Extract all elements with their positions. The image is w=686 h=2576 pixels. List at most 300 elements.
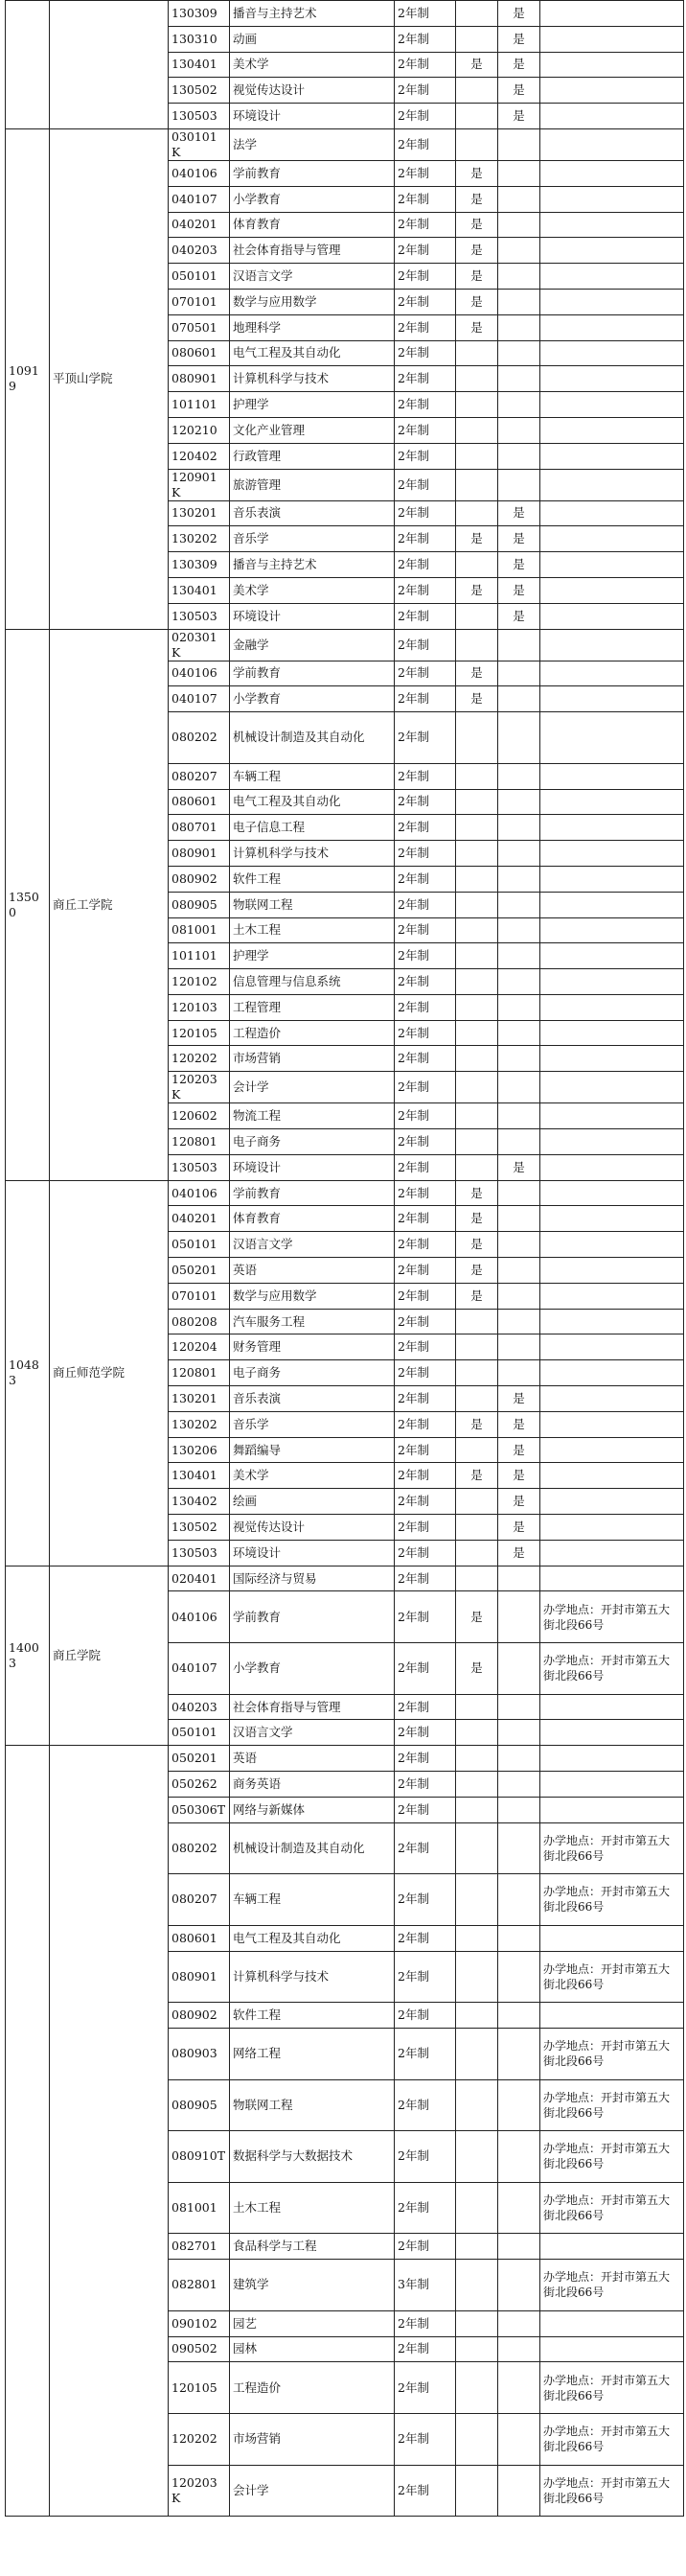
major-code-cell: 040106 <box>169 1180 230 1206</box>
major-name-cell: 工程管理 <box>230 994 395 1020</box>
note-cell <box>540 686 684 712</box>
duration-cell: 2年制 <box>395 1129 456 1155</box>
major-code-cell: 030101K <box>169 128 230 160</box>
note-cell: 办学地点：开封市第五大街北段66号 <box>540 2028 684 2079</box>
school-name-cell <box>50 1 169 129</box>
flag2-cell <box>498 1283 540 1309</box>
duration-cell: 2年制 <box>395 1154 456 1180</box>
major-name-cell: 英语 <box>230 1746 395 1772</box>
duration-cell: 2年制 <box>395 969 456 995</box>
flag1-cell <box>456 128 498 160</box>
flag2-cell <box>498 1591 540 1643</box>
flag2-cell <box>498 994 540 1020</box>
major-name-cell: 播音与主持艺术 <box>230 1 395 27</box>
flag1-cell <box>456 1772 498 1798</box>
flag1-cell <box>456 26 498 52</box>
major-name-cell: 体育教育 <box>230 212 395 238</box>
school-name-cell: 商丘学院 <box>50 1566 169 1746</box>
note-cell <box>540 1360 684 1386</box>
major-name-cell: 信息管理与信息系统 <box>230 969 395 995</box>
flag2-cell <box>498 128 540 160</box>
flag1-cell: 是 <box>456 1206 498 1232</box>
flag2-cell: 是 <box>498 603 540 629</box>
flag1-cell <box>456 2362 498 2414</box>
major-code-cell: 130201 <box>169 1386 230 1412</box>
table-body <box>6 1 684 2517</box>
major-name-cell: 学前教育 <box>230 1591 395 1643</box>
duration-cell: 2年制 <box>395 238 456 264</box>
flag1-cell: 是 <box>456 264 498 290</box>
note-cell: 办学地点：开封市第五大街北段66号 <box>540 2182 684 2234</box>
table-row <box>6 1566 684 1591</box>
duration-cell: 2年制 <box>395 994 456 1020</box>
flag1-cell: 是 <box>456 212 498 238</box>
flag2-cell <box>498 2182 540 2234</box>
flag1-cell <box>456 1437 498 1463</box>
flag1-cell <box>456 1720 498 1746</box>
note-cell <box>540 1258 684 1284</box>
major-code-cell: 050101 <box>169 264 230 290</box>
table-row <box>6 1746 684 1772</box>
major-name-cell: 机械设计制造及其自动化 <box>230 1822 395 1874</box>
flag2-cell <box>498 1746 540 1772</box>
flag2-cell <box>498 1925 540 1951</box>
major-code-cell: 120202 <box>169 1046 230 1072</box>
flag1-cell: 是 <box>456 1258 498 1284</box>
duration-cell: 2年制 <box>395 2131 456 2183</box>
duration-cell: 2年制 <box>395 2362 456 2414</box>
major-code-cell: 080207 <box>169 763 230 789</box>
major-code-cell: 040201 <box>169 1206 230 1232</box>
major-name-cell: 软件工程 <box>230 866 395 892</box>
flag1-cell: 是 <box>456 1180 498 1206</box>
note-cell <box>540 1206 684 1232</box>
note-cell: 办学地点：开封市第五大街北段66号 <box>540 1822 684 1874</box>
duration-cell: 2年制 <box>395 1258 456 1284</box>
note-cell <box>540 2003 684 2029</box>
flag2-cell <box>498 2310 540 2336</box>
note-cell <box>540 500 684 526</box>
flag2-cell <box>498 686 540 712</box>
flag2-cell: 是 <box>498 526 540 552</box>
flag1-cell <box>456 2234 498 2260</box>
note-cell <box>540 1283 684 1309</box>
flag1-cell <box>456 417 498 443</box>
major-code-cell: 130401 <box>169 52 230 78</box>
duration-cell: 2年制 <box>395 1746 456 1772</box>
flag1-cell: 是 <box>456 314 498 340</box>
flag1-cell <box>456 1489 498 1515</box>
major-name-cell: 计算机科学与技术 <box>230 841 395 867</box>
flag1-cell: 是 <box>456 1463 498 1489</box>
note-cell <box>540 789 684 815</box>
flag1-cell <box>456 2028 498 2079</box>
major-code-cell: 050201 <box>169 1258 230 1284</box>
note-cell <box>540 1489 684 1515</box>
flag2-cell <box>498 392 540 418</box>
note-cell <box>540 1411 684 1437</box>
flag2-cell: 是 <box>498 1540 540 1566</box>
flag1-cell <box>456 1874 498 1926</box>
flag1-cell <box>456 78 498 104</box>
flag2-cell <box>498 841 540 867</box>
note-cell <box>540 160 684 186</box>
duration-cell: 3年制 <box>395 2260 456 2311</box>
duration-cell: 2年制 <box>395 1822 456 1874</box>
duration-cell: 2年制 <box>395 1643 456 1695</box>
major-name-cell: 美术学 <box>230 1463 395 1489</box>
note-cell <box>540 1309 684 1334</box>
flag2-cell: 是 <box>498 1437 540 1463</box>
flag1-cell <box>456 1020 498 1046</box>
major-name-cell: 电气工程及其自动化 <box>230 1925 395 1951</box>
flag2-cell <box>498 314 540 340</box>
major-code-cell: 130402 <box>169 1489 230 1515</box>
major-code-cell: 040106 <box>169 1591 230 1643</box>
table-row <box>6 1180 684 1206</box>
flag2-cell <box>498 1232 540 1258</box>
duration-cell: 2年制 <box>395 1772 456 1798</box>
duration-cell: 2年制 <box>395 264 456 290</box>
flag1-cell <box>456 763 498 789</box>
duration-cell: 2年制 <box>395 2413 456 2465</box>
major-code-cell: 080202 <box>169 712 230 764</box>
flag1-cell <box>456 1822 498 1874</box>
flag1-cell: 是 <box>456 1232 498 1258</box>
major-name-cell: 行政管理 <box>230 443 395 469</box>
major-name-cell: 国际经济与贸易 <box>230 1566 395 1591</box>
flag2-cell <box>498 815 540 841</box>
duration-cell: 2年制 <box>395 1951 456 2003</box>
flag2-cell <box>498 763 540 789</box>
flag2-cell <box>498 2336 540 2362</box>
major-code-cell: 130201 <box>169 500 230 526</box>
major-code-cell: 080208 <box>169 1309 230 1334</box>
major-code-cell: 040107 <box>169 686 230 712</box>
duration-cell: 2年制 <box>395 1 456 27</box>
note-cell <box>540 1020 684 1046</box>
duration-cell: 2年制 <box>395 1566 456 1591</box>
major-code-cell: 020301K <box>169 629 230 661</box>
note-cell <box>540 1925 684 1951</box>
duration-cell: 2年制 <box>395 1206 456 1232</box>
flag1-cell <box>456 1046 498 1072</box>
major-code-cell: 080601 <box>169 1925 230 1951</box>
duration-cell: 2年制 <box>395 892 456 917</box>
major-name-cell: 学前教育 <box>230 1180 395 1206</box>
duration-cell: 2年制 <box>395 1437 456 1463</box>
note-cell <box>540 1232 684 1258</box>
flag1-cell <box>456 1566 498 1591</box>
note-cell <box>540 1720 684 1746</box>
flag2-cell: 是 <box>498 577 540 603</box>
major-name-cell: 物流工程 <box>230 1103 395 1129</box>
flag1-cell <box>456 2260 498 2311</box>
major-code-cell: 130503 <box>169 603 230 629</box>
major-name-cell: 计算机科学与技术 <box>230 1951 395 2003</box>
flag1-cell <box>456 917 498 943</box>
flag2-cell <box>498 1951 540 2003</box>
flag2-cell <box>498 1643 540 1695</box>
flag2-cell: 是 <box>498 1154 540 1180</box>
duration-cell: 2年制 <box>395 943 456 969</box>
flag1-cell: 是 <box>456 526 498 552</box>
major-code-cell: 070501 <box>169 314 230 340</box>
note-cell <box>540 104 684 129</box>
flag1-cell <box>456 2182 498 2234</box>
major-code-cell: 070101 <box>169 289 230 314</box>
major-name-cell: 视觉传达设计 <box>230 1515 395 1541</box>
major-name-cell: 网络与新媒体 <box>230 1797 395 1822</box>
duration-cell: 2年制 <box>395 603 456 629</box>
flag2-cell <box>498 866 540 892</box>
flag1-cell <box>456 1129 498 1155</box>
flag1-cell <box>456 1334 498 1360</box>
note-cell <box>540 1386 684 1412</box>
duration-cell: 2年制 <box>395 52 456 78</box>
major-code-cell: 050101 <box>169 1232 230 1258</box>
note-cell <box>540 1694 684 1720</box>
duration-cell: 2年制 <box>395 1797 456 1822</box>
flag1-cell <box>456 2079 498 2131</box>
major-name-cell: 绘画 <box>230 1489 395 1515</box>
major-name-cell: 护理学 <box>230 392 395 418</box>
school-name-cell: 商丘师范学院 <box>50 1180 169 1566</box>
flag2-cell <box>498 1020 540 1046</box>
duration-cell: 2年制 <box>395 1283 456 1309</box>
duration-cell: 2年制 <box>395 1072 456 1103</box>
flag1-cell: 是 <box>456 1591 498 1643</box>
majors-table <box>5 0 684 2517</box>
note-cell <box>540 712 684 764</box>
note-cell: 办学地点：开封市第五大街北段66号 <box>540 1591 684 1643</box>
major-code-cell: 120203K <box>169 2465 230 2517</box>
major-name-cell: 体育教育 <box>230 1206 395 1232</box>
note-cell <box>540 2336 684 2362</box>
major-name-cell: 法学 <box>230 128 395 160</box>
flag1-cell <box>456 603 498 629</box>
flag2-cell <box>498 2413 540 2465</box>
major-name-cell: 电气工程及其自动化 <box>230 789 395 815</box>
major-name-cell: 汽车服务工程 <box>230 1309 395 1334</box>
duration-cell: 2年制 <box>395 2028 456 2079</box>
duration-cell: 2年制 <box>395 212 456 238</box>
school-name-cell: 平顶山学院 <box>50 128 169 629</box>
major-name-cell: 文化产业管理 <box>230 417 395 443</box>
note-cell <box>540 128 684 160</box>
major-code-cell: 080903 <box>169 2028 230 2079</box>
major-name-cell: 会计学 <box>230 1072 395 1103</box>
duration-cell: 2年制 <box>395 1720 456 1746</box>
duration-cell: 2年制 <box>395 1489 456 1515</box>
major-code-cell: 090502 <box>169 2336 230 2362</box>
major-code-cell: 120801 <box>169 1129 230 1155</box>
note-cell <box>540 603 684 629</box>
flag2-cell <box>498 2079 540 2131</box>
duration-cell: 2年制 <box>395 841 456 867</box>
note-cell <box>540 1103 684 1129</box>
school-name-cell <box>50 1746 169 2517</box>
note-cell <box>540 238 684 264</box>
note-cell <box>540 917 684 943</box>
major-code-cell: 130401 <box>169 1463 230 1489</box>
flag2-cell <box>498 943 540 969</box>
flag1-cell <box>456 1360 498 1386</box>
note-cell <box>540 969 684 995</box>
note-cell <box>540 289 684 314</box>
flag2-cell <box>498 2131 540 2183</box>
flag1-cell <box>456 1309 498 1334</box>
major-code-cell: 120103 <box>169 994 230 1020</box>
flag2-cell: 是 <box>498 552 540 578</box>
major-name-cell: 金融学 <box>230 629 395 661</box>
table-row <box>6 1 684 27</box>
note-cell <box>540 1540 684 1566</box>
duration-cell: 2年制 <box>395 417 456 443</box>
note-cell <box>540 1566 684 1591</box>
major-code-cell: 040201 <box>169 212 230 238</box>
major-name-cell: 学前教育 <box>230 661 395 686</box>
major-code-cell: 120203K <box>169 1072 230 1103</box>
major-name-cell: 汉语言文学 <box>230 264 395 290</box>
flag1-cell <box>456 392 498 418</box>
major-code-cell: 120105 <box>169 2362 230 2414</box>
major-name-cell: 物联网工程 <box>230 892 395 917</box>
flag2-cell <box>498 1822 540 1874</box>
flag1-cell <box>456 1925 498 1951</box>
major-code-cell: 080905 <box>169 892 230 917</box>
flag2-cell <box>498 1129 540 1155</box>
note-cell <box>540 994 684 1020</box>
flag2-cell: 是 <box>498 500 540 526</box>
major-code-cell: 040203 <box>169 1694 230 1720</box>
note-cell <box>540 78 684 104</box>
school-code-cell: 14003 <box>6 1566 50 1746</box>
duration-cell: 2年制 <box>395 629 456 661</box>
duration-cell: 2年制 <box>395 314 456 340</box>
flag2-cell <box>498 892 540 917</box>
flag1-cell: 是 <box>456 289 498 314</box>
note-cell <box>540 52 684 78</box>
major-name-cell: 土木工程 <box>230 917 395 943</box>
duration-cell: 2年制 <box>395 917 456 943</box>
flag2-cell <box>498 629 540 661</box>
major-code-cell: 082801 <box>169 2260 230 2311</box>
flag1-cell: 是 <box>456 160 498 186</box>
major-code-cell: 050101 <box>169 1720 230 1746</box>
major-code-cell: 130309 <box>169 1 230 27</box>
flag1-cell: 是 <box>456 1283 498 1309</box>
major-name-cell: 建筑学 <box>230 2260 395 2311</box>
major-name-cell: 社会体育指导与管理 <box>230 1694 395 1720</box>
flag2-cell <box>498 443 540 469</box>
note-cell <box>540 1797 684 1822</box>
flag2-cell <box>498 789 540 815</box>
flag2-cell: 是 <box>498 1463 540 1489</box>
major-code-cell: 120402 <box>169 443 230 469</box>
flag1-cell <box>456 969 498 995</box>
flag1-cell <box>456 892 498 917</box>
flag1-cell <box>456 1103 498 1129</box>
duration-cell: 2年制 <box>395 2336 456 2362</box>
flag2-cell <box>498 2028 540 2079</box>
flag2-cell <box>498 1180 540 1206</box>
major-name-cell: 电子商务 <box>230 1360 395 1386</box>
duration-cell: 2年制 <box>395 552 456 578</box>
major-name-cell: 环境设计 <box>230 1540 395 1566</box>
major-code-cell: 101101 <box>169 392 230 418</box>
duration-cell: 2年制 <box>395 26 456 52</box>
major-code-cell: 040107 <box>169 1643 230 1695</box>
major-code-cell: 040203 <box>169 238 230 264</box>
major-code-cell: 050262 <box>169 1772 230 1798</box>
flag2-cell <box>498 238 540 264</box>
major-code-cell: 080902 <box>169 2003 230 2029</box>
major-name-cell: 环境设计 <box>230 1154 395 1180</box>
major-code-cell: 130206 <box>169 1437 230 1463</box>
major-name-cell: 社会体育指导与管理 <box>230 238 395 264</box>
flag2-cell <box>498 712 540 764</box>
duration-cell: 2年制 <box>395 1515 456 1541</box>
flag1-cell <box>456 443 498 469</box>
note-cell: 办学地点：开封市第五大街北段66号 <box>540 2260 684 2311</box>
duration-cell: 2年制 <box>395 1232 456 1258</box>
flag1-cell <box>456 2003 498 2029</box>
major-name-cell: 园艺 <box>230 2310 395 2336</box>
flag1-cell <box>456 789 498 815</box>
note-cell: 办学地点：开封市第五大街北段66号 <box>540 2131 684 2183</box>
duration-cell: 2年制 <box>395 686 456 712</box>
major-name-cell: 英语 <box>230 1258 395 1284</box>
flag1-cell <box>456 500 498 526</box>
major-code-cell: 130503 <box>169 1154 230 1180</box>
major-name-cell: 学前教育 <box>230 160 395 186</box>
note-cell <box>540 443 684 469</box>
flag2-cell <box>498 1694 540 1720</box>
duration-cell: 2年制 <box>395 1334 456 1360</box>
flag2-cell: 是 <box>498 1411 540 1437</box>
major-code-cell: 130503 <box>169 1540 230 1566</box>
major-name-cell: 美术学 <box>230 577 395 603</box>
flag2-cell <box>498 1206 540 1232</box>
major-code-cell: 080901 <box>169 1951 230 2003</box>
flag1-cell <box>456 815 498 841</box>
note-cell: 办学地点：开封市第五大街北段66号 <box>540 2465 684 2517</box>
major-code-cell: 081001 <box>169 2182 230 2234</box>
flag1-cell <box>456 1 498 27</box>
major-name-cell: 音乐表演 <box>230 500 395 526</box>
major-name-cell: 会计学 <box>230 2465 395 2517</box>
major-name-cell: 护理学 <box>230 943 395 969</box>
flag2-cell <box>498 2362 540 2414</box>
note-cell <box>540 264 684 290</box>
note-cell <box>540 943 684 969</box>
major-code-cell: 050201 <box>169 1746 230 1772</box>
major-name-cell: 电气工程及其自动化 <box>230 340 395 366</box>
duration-cell: 2年制 <box>395 366 456 392</box>
note-cell <box>540 552 684 578</box>
flag1-cell <box>456 2310 498 2336</box>
major-code-cell: 120210 <box>169 417 230 443</box>
flag2-cell <box>498 289 540 314</box>
major-code-cell: 130502 <box>169 78 230 104</box>
major-code-cell: 130503 <box>169 104 230 129</box>
major-name-cell: 市场营销 <box>230 2413 395 2465</box>
school-code-cell <box>6 1746 50 2517</box>
flag1-cell <box>456 712 498 764</box>
duration-cell: 2年制 <box>395 1020 456 1046</box>
flag1-cell <box>456 1072 498 1103</box>
